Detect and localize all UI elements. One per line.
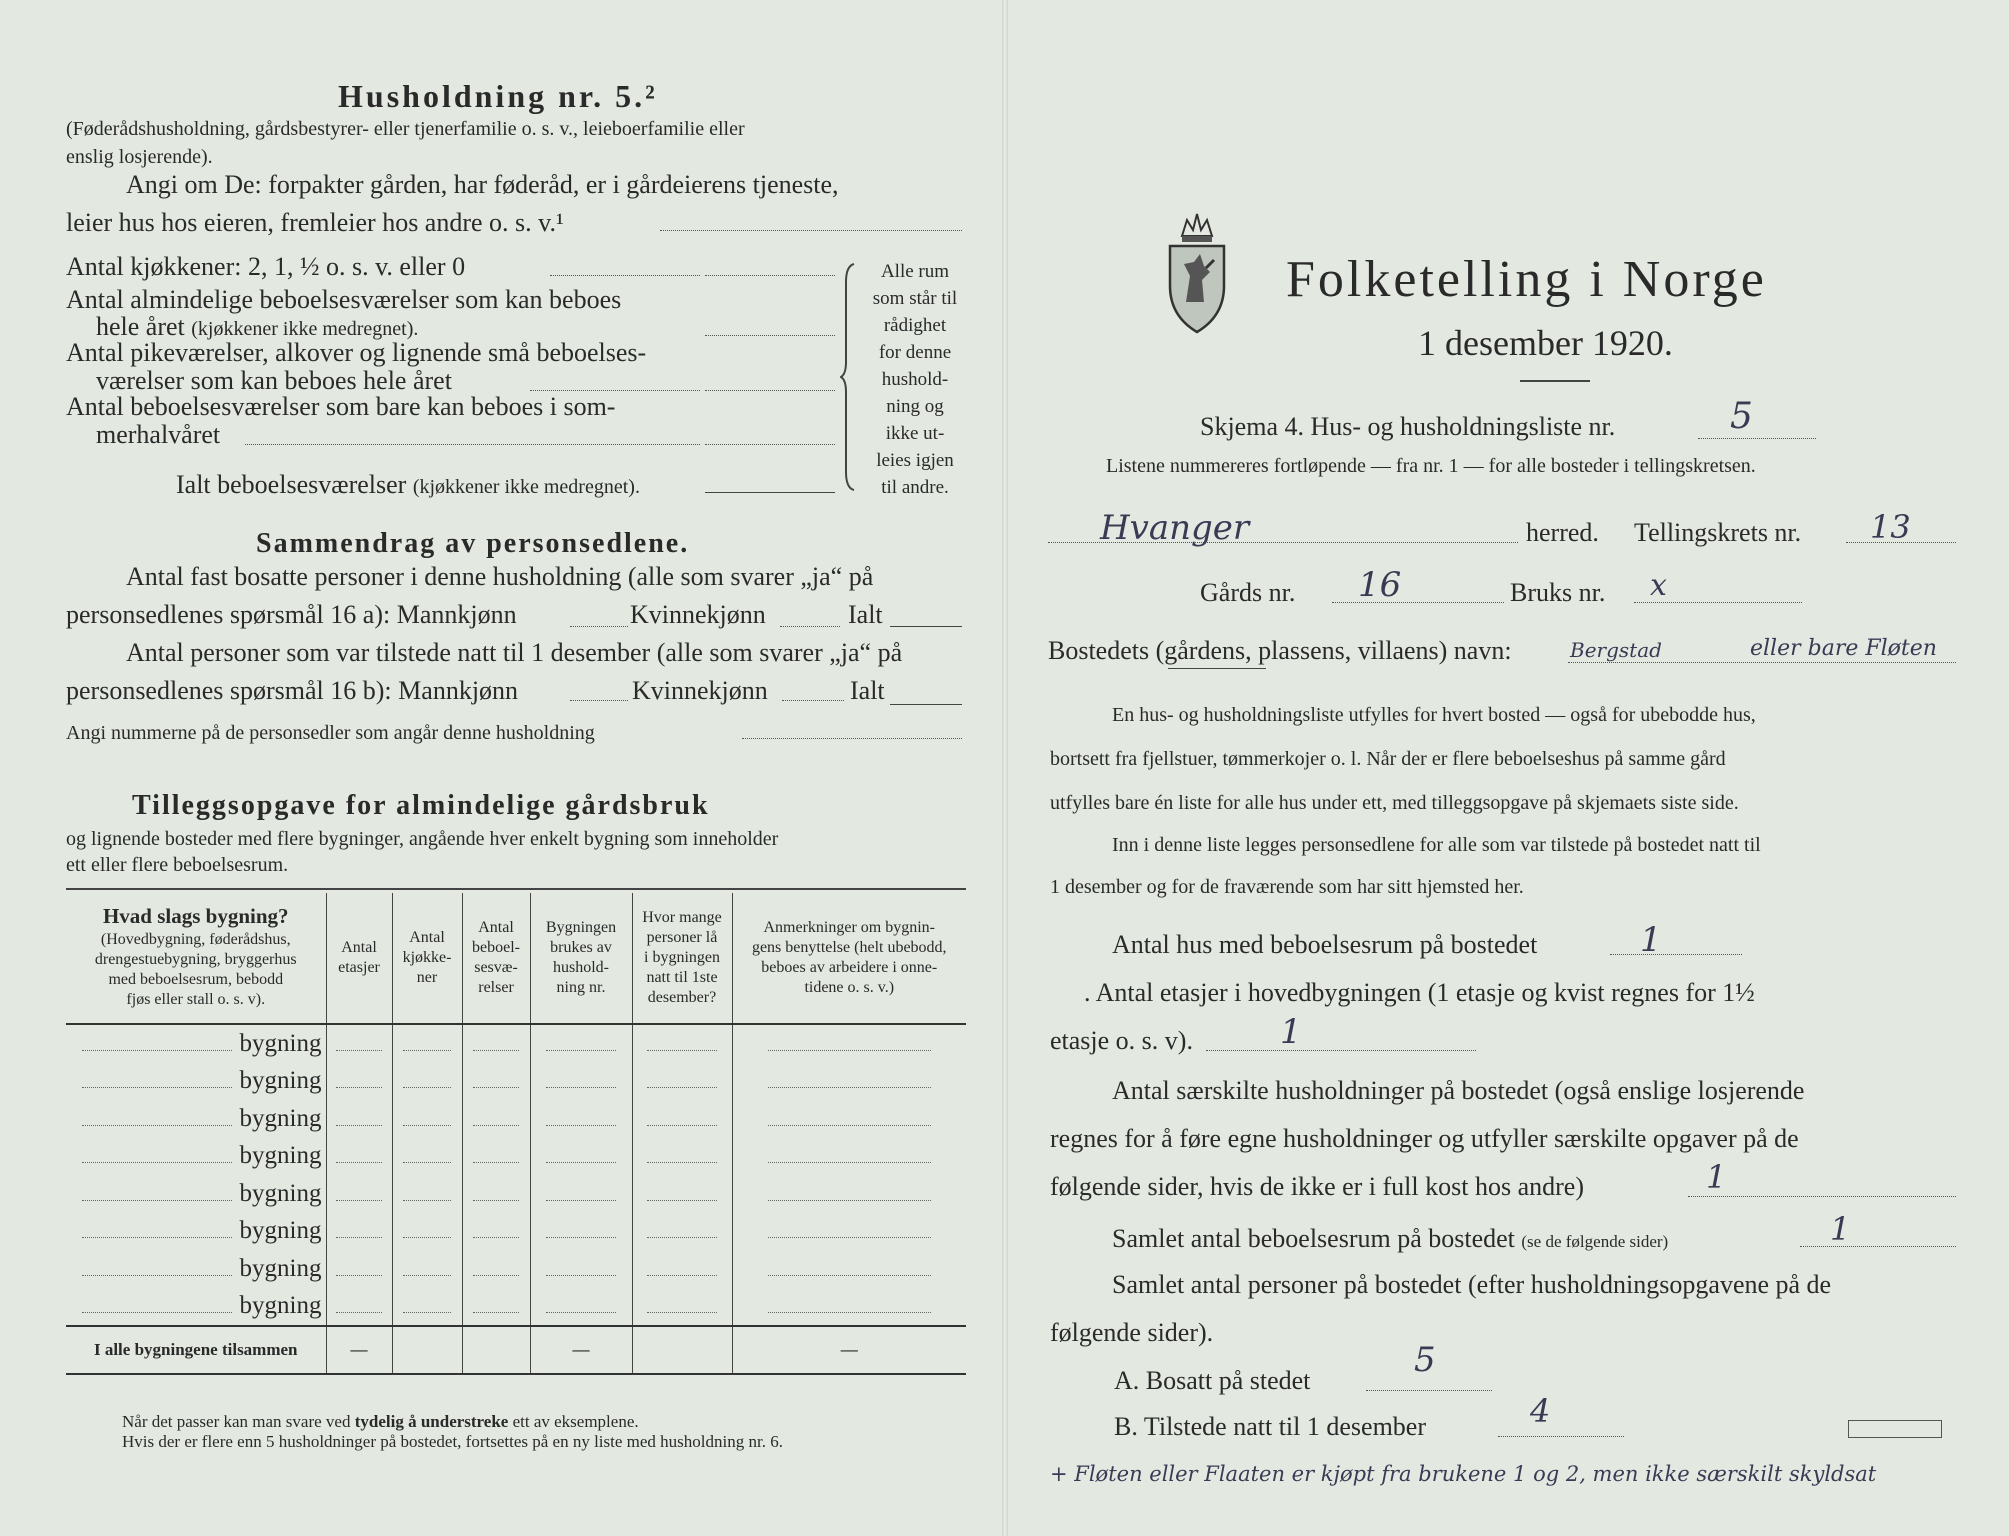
table-cell[interactable]: [326, 1063, 392, 1101]
coat-of-arms-icon: [1162, 206, 1232, 336]
table-cell[interactable]: [392, 1100, 462, 1138]
alm-fill-line: [705, 335, 835, 336]
etasjer-value: 1: [1280, 1012, 1302, 1052]
para-1: En hus- og husholdningsliste utfylles for hvert bosted — også for ubebodde hus,: [1112, 704, 1756, 726]
handwritten-footnote: + Fløten eller Flaaten er kjøpt fra brukene 1 og 2, men ikke særskilt skyldsat: [1050, 1462, 1877, 1486]
kjokkener-dots: [550, 275, 700, 276]
sarsk-text-1: Antal særskilte husholdninger på bostedet (også enslige losjerende: [1112, 1076, 1805, 1105]
fast-text-1: Antal fast bosatte personer i denne husholdning (alle som svarer „ja“ på: [126, 562, 874, 591]
footnote-1: Når det passer kan man svare ved tydelig å understreke ett av eksemplene.: [122, 1412, 639, 1431]
listene-note: Listene nummereres fortløpende — fra nr. 1 — for alle bosteder i tellingskretsen.: [1106, 455, 1756, 477]
herred-value: Hvanger: [1100, 508, 1250, 548]
angi-fill-line: [660, 230, 962, 231]
tilstede-value: 4: [1530, 1392, 1551, 1430]
bygning-cell[interactable]: bygning: [66, 1138, 326, 1176]
table-header-row: [66, 893, 966, 1024]
col-personer-header: Hvor mange personer lå i bygningen natt til 1ste desember?: [632, 893, 732, 1024]
angi-text-1: Angi om De: forpakter gården, har føderåd, er i gårdeierens tjeneste,: [126, 170, 839, 199]
table-row: [66, 1288, 966, 1327]
table-cell[interactable]: [632, 1213, 732, 1251]
bygning-cell[interactable]: bygning: [66, 1250, 326, 1288]
pike-fill-line: [705, 390, 835, 391]
table-row: [66, 1063, 966, 1101]
hus-value: 1: [1640, 920, 1662, 960]
table-cell[interactable]: [392, 1288, 462, 1327]
nummer-text: Angi nummerne på de personsedler som angår denne husholdning: [66, 722, 595, 744]
table-cell[interactable]: [732, 1024, 966, 1063]
fast-ialt-label: Ialt: [848, 600, 883, 629]
nummer-fill-line: [742, 738, 962, 739]
etasjer-fill-line: [1206, 1050, 1476, 1051]
intro-text: (Føderådshusholdning, gårdsbestyrer- eller tjenerfamilie o. s. v., leieboerfamilie eller: [66, 118, 745, 140]
pike-dots: [530, 390, 700, 391]
kjokkener-fill-line: [705, 275, 835, 276]
table-cell[interactable]: [530, 1063, 632, 1101]
table-cell[interactable]: [392, 1138, 462, 1176]
skjema-fill-line: [1698, 438, 1816, 439]
krets-label: Tellingskrets nr.: [1634, 518, 1802, 547]
fast-mann-line: [570, 626, 628, 627]
table-cell[interactable]: [732, 1213, 966, 1251]
table-row: [66, 1250, 966, 1288]
table-cell[interactable]: [462, 1288, 530, 1327]
table-cell[interactable]: [732, 1063, 966, 1101]
samlet-rum-fill-line: [1800, 1246, 1956, 1247]
fast-kvinne-label: Kvinnekjønn: [630, 600, 766, 629]
table-cell[interactable]: [530, 1100, 632, 1138]
fast-ialt-line: [890, 626, 962, 627]
intro-text-2: enslig losjerende).: [66, 146, 213, 168]
table-cell[interactable]: [462, 1138, 530, 1176]
table-cell[interactable]: [462, 1175, 530, 1213]
tilstede-ialt-line: [890, 704, 962, 705]
bosatt-value: 5: [1414, 1340, 1436, 1380]
total-label: I alle bygningene tilsammen: [66, 1326, 326, 1374]
table-cell[interactable]: [732, 1100, 966, 1138]
bosted-label: Bostedets (gårdens, plassens, villaens) navn:: [1048, 636, 1512, 665]
alm-label-1: Antal almindelige beboelsesværelser som kan beboes: [66, 285, 622, 314]
bosted-value: Bergstad: [1570, 638, 1662, 662]
tillegg-text-1: og lignende bosteder med flere bygninger, angående hver enkelt bygning som inneholder: [66, 828, 779, 850]
table-cell[interactable]: [732, 1288, 966, 1327]
kjokkener-label: Antal kjøkkener: 2, 1, ½ o. s. v. eller 0: [66, 252, 466, 281]
table-cell[interactable]: [462, 1100, 530, 1138]
tilstede-mann-line: [570, 700, 628, 701]
bracket-icon: [840, 262, 860, 492]
pike-label-2: værelser som kan beboes hele året: [96, 366, 452, 395]
skjema-label: Skjema 4. Hus- og husholdningsliste nr.: [1200, 412, 1616, 441]
col-kjokkener-header: Antal kjøkke- ner: [392, 893, 462, 1024]
sarsk-text-2: regnes for å føre egne husholdninger og utfyller særskilte opgaver på de: [1050, 1124, 1799, 1153]
bygning-cell[interactable]: bygning: [66, 1024, 326, 1063]
table-cell[interactable]: [530, 1175, 632, 1213]
bosted-fill-line: [1568, 662, 1956, 663]
total-etasjer: —: [326, 1326, 392, 1374]
tilstede-fill-line: [1498, 1436, 1624, 1437]
sommer-label-2: merhalvåret: [96, 420, 221, 449]
table-cell[interactable]: [392, 1250, 462, 1288]
skjema-value: 5: [1730, 396, 1753, 437]
samlet-rum-label: Samlet antal beboelsesrum på bostedet (se de følgende sider): [1112, 1224, 1669, 1253]
bygning-cell[interactable]: bygning: [66, 1100, 326, 1138]
table-cell[interactable]: [326, 1250, 392, 1288]
date-heading: 1 desember 1920.: [1418, 323, 1673, 363]
total-personer: [632, 1326, 732, 1374]
table-cell[interactable]: [392, 1175, 462, 1213]
fast-text-2: personsedlenes spørsmål 16 a): Mannkjønn: [66, 600, 517, 629]
sarsk-value: 1: [1706, 1158, 1727, 1196]
ialt-label: Ialt beboelsesværelser (kjøkkener ikke medregnet).: [176, 470, 640, 499]
bygning-table: [66, 893, 966, 1375]
col-beboelsesvaerelser-header: Antal beboel- sesvæ- relser: [462, 893, 530, 1024]
total-husholdning: —: [530, 1326, 632, 1374]
table-row: [66, 1024, 966, 1063]
table-cell[interactable]: [530, 1288, 632, 1327]
pike-label-1: Antal pikeværelser, alkover og lignende små beboelses-: [66, 338, 647, 367]
sarsk-text-3: følgende sider, hvis de ikke er i full kost hos andre): [1050, 1172, 1584, 1201]
gards-label: Gårds nr.: [1200, 578, 1296, 607]
etasjer-text-1: . Antal etasjer i hovedbygningen (1 etasje og kvist regnes for 1½: [1084, 978, 1755, 1007]
bygning-cell[interactable]: bygning: [66, 1213, 326, 1251]
footnote-2: Hvis der er flere enn 5 husholdninger på bostedet, fortsettes på en ny liste med husholdning nr. 6.: [122, 1432, 783, 1451]
bygning-cell[interactable]: bygning: [66, 1175, 326, 1213]
fast-kvinne-line: [780, 626, 840, 627]
ialt-fill-line: [705, 492, 835, 493]
table-cell[interactable]: [632, 1175, 732, 1213]
col-etasjer-header: Antal etasjer: [326, 893, 392, 1024]
table-cell[interactable]: [632, 1138, 732, 1176]
tilstede-kvinne-label: Kvinnekjønn: [632, 676, 768, 705]
table-cell[interactable]: [326, 1024, 392, 1063]
table-top-rule: [66, 888, 966, 890]
bosted-value-2: eller bare Fløten: [1750, 636, 1937, 661]
right-page: [1010, 0, 2009, 1536]
table-cell[interactable]: [632, 1063, 732, 1101]
samlet-pers-text-1: Samlet antal personer på bostedet (efter husholdningsopgavene på de: [1112, 1270, 1832, 1299]
alm-label-2: hele året (kjøkkener ikke medregnet).: [96, 312, 419, 341]
table-cell[interactable]: [632, 1288, 732, 1327]
herred-label: herred.: [1526, 518, 1599, 547]
bosatt-fill-line: [1366, 1390, 1492, 1391]
sommer-label-1: Antal beboelsesværelser som bare kan beboes i som-: [66, 392, 616, 421]
total-anmerkninger: —: [732, 1326, 966, 1374]
bracket-note: Alle rum som står til rådighet for denne hushold- ning og ikke ut- leies igjen til andre.: [872, 261, 958, 498]
title-rule: [1520, 380, 1590, 382]
table-cell[interactable]: [392, 1024, 462, 1063]
hus-fill-line: [1610, 954, 1742, 955]
table-cell[interactable]: [632, 1100, 732, 1138]
gards-value: 16: [1358, 565, 1402, 605]
total-vaerelser: [462, 1326, 530, 1374]
table-cell[interactable]: [732, 1175, 966, 1213]
table-cell[interactable]: [530, 1138, 632, 1176]
table-cell[interactable]: [732, 1138, 966, 1176]
bruks-value: x: [1650, 568, 1667, 603]
table-cell[interactable]: [462, 1063, 530, 1101]
table-row: [66, 1175, 966, 1213]
table-cell[interactable]: [530, 1213, 632, 1251]
tilstede-text-1: Antal personer som var tilstede natt til 1 desember (alle som svarer „ja“ på: [126, 638, 903, 667]
table-cell[interactable]: [632, 1250, 732, 1288]
table-cell[interactable]: [326, 1213, 392, 1251]
samlet-rum-value: 1: [1830, 1210, 1851, 1248]
etasjer-text-2: etasje o. s. v).: [1050, 1026, 1193, 1055]
hus-label: Antal hus med beboelsesrum på bostedet: [1112, 930, 1538, 959]
table-cell[interactable]: [392, 1213, 462, 1251]
table-cell[interactable]: [462, 1250, 530, 1288]
tilstede-text-2: personsedlenes spørsmål 16 b): Mannkjønn: [66, 676, 519, 705]
bruks-label: Bruks nr.: [1510, 578, 1606, 607]
table-cell[interactable]: [632, 1024, 732, 1063]
total-kjokkener: [392, 1326, 462, 1374]
table-row: [66, 1213, 966, 1251]
table-row: [66, 1100, 966, 1138]
table-cell[interactable]: [392, 1063, 462, 1101]
tillegg-title: Tilleggsopgave for almindelige gårdsbruk: [132, 790, 710, 821]
table-row: [66, 1138, 966, 1176]
samlet-pers-text-2: følgende sider).: [1050, 1318, 1214, 1347]
sommer-dots: [245, 444, 700, 445]
para-5: 1 desember og for de fraværende som har sitt hjemsted her.: [1050, 876, 1524, 898]
husholdning-title: Husholdning nr. 5.²: [338, 78, 658, 114]
col-husholdning-header: Bygningen brukes av hushold- ning nr.: [530, 893, 632, 1024]
table-cell[interactable]: [732, 1250, 966, 1288]
col-bygning-header: Hvad slags bygning? (Hovedbygning, føderådshus, drengestuebygning, bryggerhus med beboelsesrum, bebodd fjøs eller stall o. s. v).: [66, 893, 326, 1024]
gardens-underline: [1168, 668, 1266, 669]
table-cell[interactable]: [326, 1175, 392, 1213]
tillegg-text-2: ett eller flere beboelsesrum.: [66, 854, 289, 876]
bygning-cell[interactable]: bygning: [66, 1063, 326, 1101]
tilstede-label: B. Tilstede natt til 1 desember: [1114, 1412, 1426, 1441]
tilstede-kvinne-line: [782, 700, 844, 701]
page-fold: [1002, 0, 1008, 1536]
table-cell[interactable]: [530, 1250, 632, 1288]
bosatt-label: A. Bosatt på stedet: [1114, 1366, 1311, 1395]
tilstede-ialt-label: Ialt: [850, 676, 885, 705]
table-total-row: [66, 1326, 966, 1374]
col-anmerkninger-header: Anmerkninger om bygnin- gens benyttelse (helt ubebodd, beboes av arbeidere i onne- tidene o. s. v.): [732, 893, 966, 1024]
folketelling-title: Folketelling i Norge: [1286, 251, 1767, 308]
table-cell[interactable]: [530, 1024, 632, 1063]
printer-stamp: [1848, 1420, 1942, 1438]
left-page: [0, 0, 1000, 1536]
bygning-cell[interactable]: bygning: [66, 1288, 326, 1327]
angi-text-2: leier hus hos eieren, fremleier hos andre o. s. v.¹: [66, 208, 564, 237]
para-2: bortsett fra fjellstuer, tømmerkojer o. l. Når der er flere beboelseshus på samme gård: [1050, 748, 1726, 770]
para-3: utfylles bare én liste for alle hus under ett, med tilleggsopgave på skjemaets siste side.: [1050, 792, 1739, 814]
table-cell[interactable]: [326, 1100, 392, 1138]
sommer-fill-line: [705, 444, 835, 445]
table-cell[interactable]: [326, 1288, 392, 1327]
table-cell[interactable]: [326, 1138, 392, 1176]
krets-value: 13: [1870, 508, 1911, 546]
table-cell[interactable]: [462, 1213, 530, 1251]
sarsk-fill-line: [1688, 1196, 1956, 1197]
para-4: Inn i denne liste legges personsedlene for alle som var tilstede på bostedet natt til: [1112, 834, 1761, 856]
table-cell[interactable]: [462, 1024, 530, 1063]
sammendrag-title: Sammendrag av personsedlene.: [256, 528, 690, 559]
